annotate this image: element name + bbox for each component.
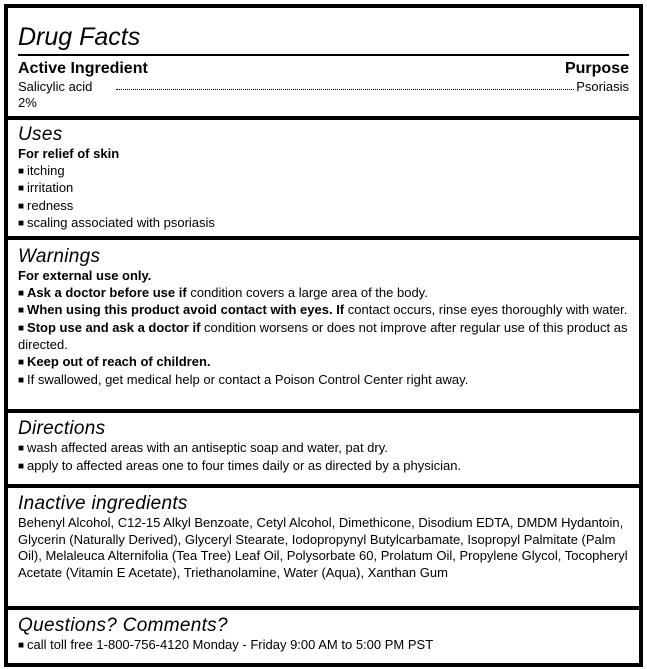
stop-use-warning: ■ Stop use and ask a doctor if condition worsens or does not improve after regular use of this product as directed. bbox=[18, 319, 628, 353]
swallow-warning: ■ If swallowed, get medical help or contact a Poison Control Center right away. bbox=[18, 372, 629, 390]
divider-bar bbox=[8, 236, 639, 240]
title-rule bbox=[18, 54, 629, 56]
divider-bar bbox=[8, 116, 639, 120]
drug-facts-panel bbox=[4, 4, 643, 667]
bullet-icon: ■ bbox=[18, 305, 25, 317]
list-item: ■ redness bbox=[18, 198, 629, 216]
list-item: ■ irritation bbox=[18, 180, 629, 198]
divider-bar bbox=[8, 409, 639, 413]
active-ingredient-row bbox=[18, 78, 629, 95]
bullet-icon: ■ bbox=[18, 460, 25, 472]
bullet-icon: ■ bbox=[18, 640, 25, 651]
questions-line bbox=[18, 637, 629, 655]
list-item: ■ wash affected areas with an antiseptic soap and water, pat dry. bbox=[18, 440, 629, 458]
active-heading: Active Ingredient bbox=[18, 60, 148, 77]
warnings-heading: Warnings bbox=[18, 246, 101, 267]
bullet-icon: ■ bbox=[18, 443, 25, 454]
bullet-icon: ■ bbox=[18, 374, 25, 386]
divider-bar bbox=[8, 606, 639, 610]
bullet-icon: ■ bbox=[18, 287, 25, 299]
directions-section bbox=[8, 418, 639, 475]
external-use-warning: For external use only. bbox=[18, 268, 152, 283]
bullet-icon: ■ bbox=[18, 200, 25, 212]
purpose-heading: Purpose bbox=[564, 60, 629, 77]
uses-heading: Uses bbox=[18, 124, 63, 145]
list-item: ■ apply to affected areas one to four times daily or as directed by a physician. bbox=[18, 458, 629, 476]
active-ingredient-name: Salicylic acid bbox=[18, 79, 93, 94]
uses-section bbox=[8, 124, 639, 233]
inactive-section bbox=[8, 493, 639, 581]
questions-section bbox=[8, 615, 639, 655]
active-header-row bbox=[18, 59, 629, 78]
ask-doctor-warning: ■ Ask a doctor before use if condition covers a large area of the body. bbox=[18, 285, 629, 303]
warnings-section bbox=[8, 246, 639, 389]
divider-bar bbox=[8, 484, 639, 488]
active-strength: 2% bbox=[18, 95, 37, 110]
questions-heading: Questions? Comments? bbox=[18, 615, 228, 636]
inactive-heading: Inactive ingredients bbox=[18, 493, 188, 514]
list-item: ■ itching bbox=[18, 163, 629, 181]
bullet-icon: ■ bbox=[18, 322, 25, 334]
page-title: Drug Facts bbox=[18, 23, 141, 51]
active-section bbox=[8, 22, 639, 112]
inactive-list: Behenyl Alcohol, C12-15 Alkyl Benzoate, Cetyl Alcohol, Dimethicone, Disodium EDTA, DMDM Hydantoin, Glycerin (Naturally Derived), Glyceryl Stearate, Iodopropynyl Butylcarbamate, Isopropyl Palmitate (Palm Oil), Melaleuca Alternifolia (Tea Tree) Leaf Oil, Polysorbate 60, Prolatum Oil, Propylene Glycol, Tocopheryl Acetate (Vitamin E Acetate), Triethanolamine, Water (Aqua), Xanthan Gum bbox=[18, 515, 628, 580]
leader-dots bbox=[116, 89, 574, 90]
eye-contact-warning: ■ When using this product avoid contact with eyes. If contact occurs, rinse eyes thoroughly with water. bbox=[18, 302, 629, 320]
uses-intro: For relief of skin bbox=[18, 146, 120, 161]
active-purpose: Psoriasis bbox=[576, 79, 629, 94]
bullet-icon: ■ bbox=[18, 165, 25, 177]
directions-heading: Directions bbox=[18, 418, 106, 439]
bullet-icon: ■ bbox=[18, 218, 25, 230]
bullet-icon: ■ bbox=[18, 356, 25, 368]
bullet-icon: ■ bbox=[18, 183, 25, 195]
phone-info: call toll free 1-800-756-4120 Monday - Friday 9:00 AM to 5:00 PM PST bbox=[27, 637, 434, 652]
list-item: ■ scaling associated with psoriasis bbox=[18, 215, 629, 233]
children-warning: ■ Keep out of reach of children. bbox=[18, 354, 629, 372]
